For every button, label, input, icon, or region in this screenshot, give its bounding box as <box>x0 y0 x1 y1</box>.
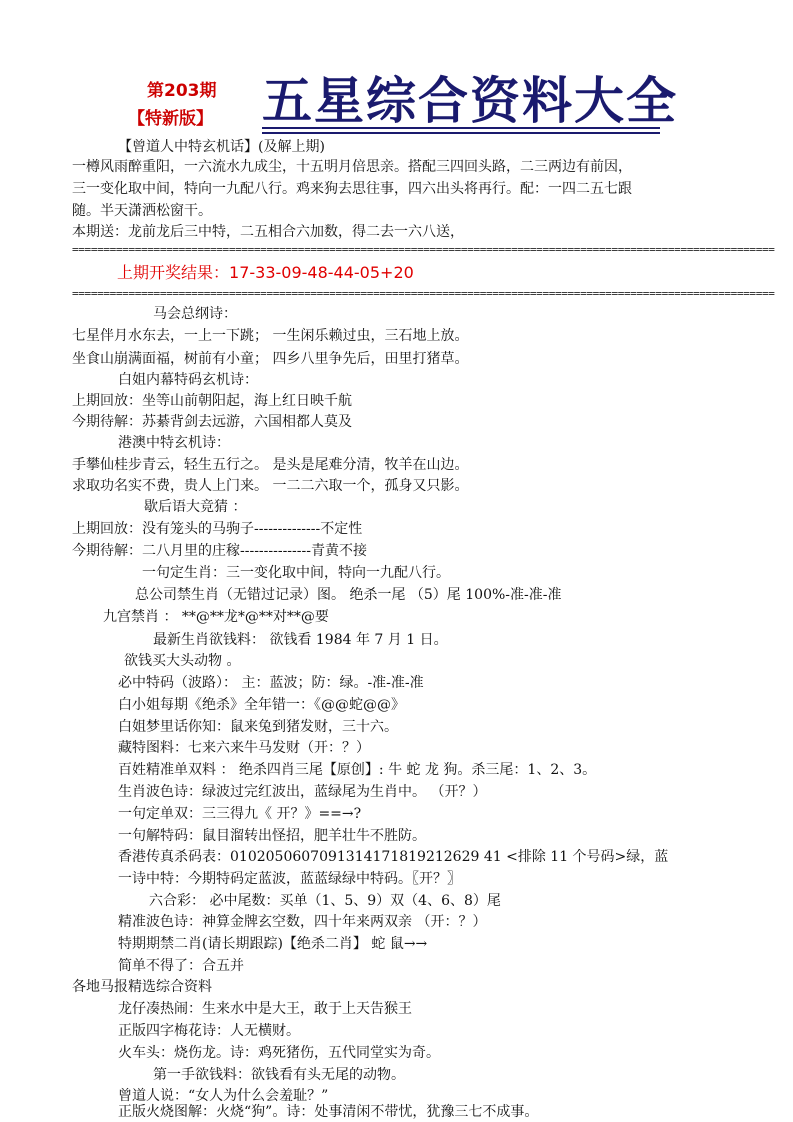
text-line: 本期送：龙前龙后三中特，二五相合六加数，得二去一六八送， <box>72 224 464 240</box>
text-line: 白姐梦里话你知：鼠来兔到猪发财，三十六。 <box>118 719 398 735</box>
text-line: 总公司禁生肖（无错过记录）图。 绝杀一尾 （5）尾 100%-准-准-准 <box>135 587 562 603</box>
edition-label: 【特新版】 <box>128 109 213 129</box>
text-line: 今期待解：苏綦背剑去远游，六国相都人莫及 <box>72 414 352 430</box>
issue-number: 第203期 <box>147 81 217 101</box>
text-line: 精准波色诗：神算金牌玄空数，四十年来两双亲 （开：？） <box>118 914 487 930</box>
text-line: 百姓精准单双料 ： 绝杀四肖三尾【原创】: 牛 蛇 龙 狗。杀三尾：1、2、3。 <box>118 762 597 778</box>
text-line: 手攀仙桂步青云，轻生五行之。 是头是尾难分清，牧羊在山边。 <box>72 457 469 473</box>
text-line: 火车头：烧伤龙。诗：鸡死猪伤，五代同堂实为奇。 <box>118 1045 440 1061</box>
title-underline-bottom <box>262 132 660 134</box>
text-line: 一句定单双：三三得九《 开？》==→? <box>118 806 362 822</box>
text-line: 随。半天潇洒松窗干。 <box>72 203 212 219</box>
text-line: 歇后语大竞猜 ： <box>144 499 247 515</box>
page-title: 五星综合资料大全 <box>262 71 678 130</box>
text-line: 曾道人说：“女人为什么会羞耻？” <box>118 1088 329 1104</box>
title-underline-top <box>262 127 660 129</box>
previous-result <box>117 262 414 284</box>
text-line: 上期回放：坐等山前朝阳起，海上红日映千航 <box>72 393 352 409</box>
text-line: 白小姐每期《绝杀》全年错一：《@@蛇@@》 <box>118 697 405 713</box>
text-line: 马会总纲诗： <box>153 306 237 322</box>
text-line: 各地马报精选综合资料 <box>72 979 212 995</box>
text-line: 六合彩： 必中尾数：买单（1、5、9）双（4、6、8）尾 <box>149 893 501 909</box>
text-line: 三一变化取中间，特向一九配八行。鸡来狗去思往事，四六出头将再行。配：一四二五七跟 <box>72 181 632 197</box>
text-line: 简单不得了：合五并 <box>118 958 244 974</box>
text-line: 上期回放：没有笼头的马驹子--------------不定性 <box>72 521 363 537</box>
separator-top: ================================================================================================================ <box>72 243 775 256</box>
previous-result-numbers: 17-33-09-48-44-05+20 <box>229 263 414 282</box>
text-line: 必中特码（波路）： 主：蓝波；防：绿。-准-准-准 <box>118 675 424 691</box>
text-line: 欲钱买大头动物 。 <box>124 653 241 669</box>
text-line: 九宫禁肖 ： **@**龙*@**对**@要 <box>103 609 329 625</box>
text-line: 【曾道人中特玄机话】(及解上期) <box>118 139 325 155</box>
text-line: 一樽风雨醉重阳，一六流水九成尘，十五明月倍思亲。搭配三四回头路，二三两边有前因， <box>72 159 632 175</box>
text-line: 一句解特码：鼠目溜转出怪招，肥羊壮牛不胜防。 <box>118 828 426 844</box>
separator-bottom: ================================================================================================================ <box>72 287 775 300</box>
previous-result-label: 上期开奖结果： <box>117 263 230 282</box>
text-line: 正版四字梅花诗：人无横财。 <box>118 1023 300 1039</box>
text-line: 一诗中特：今期特码定蓝波，蓝蓝绿绿中特码。〖开？〗 <box>118 871 461 887</box>
text-line: 一句定生肖：三一变化取中间，特向一九配八行。 <box>142 565 450 581</box>
text-line: 正版火烧图解：火烧“狗”。诗：处事清闲不带忧，犹豫三七不成事。 <box>118 1104 539 1120</box>
text-line: 香港传真杀码表：0102050607091314171819212629 41 <排除 11 个号码>绿，蓝 <box>118 849 669 865</box>
text-line: 龙仔凑热闹：生来水中是大王，敢于上天告猴王 <box>118 1001 412 1017</box>
text-line: 特期期禁二肖(请长期跟踪)【绝杀二肖】 蛇 鼠→→ <box>118 936 428 952</box>
text-line: 七星伴月水东去，一上一下跳； 一生闲乐赖过虫，三石地上放。 <box>72 328 469 344</box>
text-line: 白姐内幕特码玄机诗： <box>118 372 258 388</box>
text-line: 求取功名实不费，贵人上门来。 一二二六取一个，孤身又只影。 <box>72 478 469 494</box>
text-line: 坐食山崩满面福，树前有小童； 四乡八里争先后，田里打猪草。 <box>72 351 469 367</box>
text-line: 生肖波色诗：绿波过完红波出，蓝绿尾为生肖中。 （开？） <box>118 784 487 800</box>
text-line: 第一手欲钱料：欲钱看有头无尾的动物。 <box>153 1067 405 1083</box>
text-line: 最新生肖欲钱料： 欲钱看 1984 年 7 月 1 日。 <box>153 632 448 648</box>
text-line: 今期待解：二八月里的庄稼---------------青黄不接 <box>72 543 367 559</box>
text-line: 港澳中特玄机诗： <box>118 435 230 451</box>
text-line: 藏特图料：七来六来牛马发财（开：？） <box>118 740 370 756</box>
